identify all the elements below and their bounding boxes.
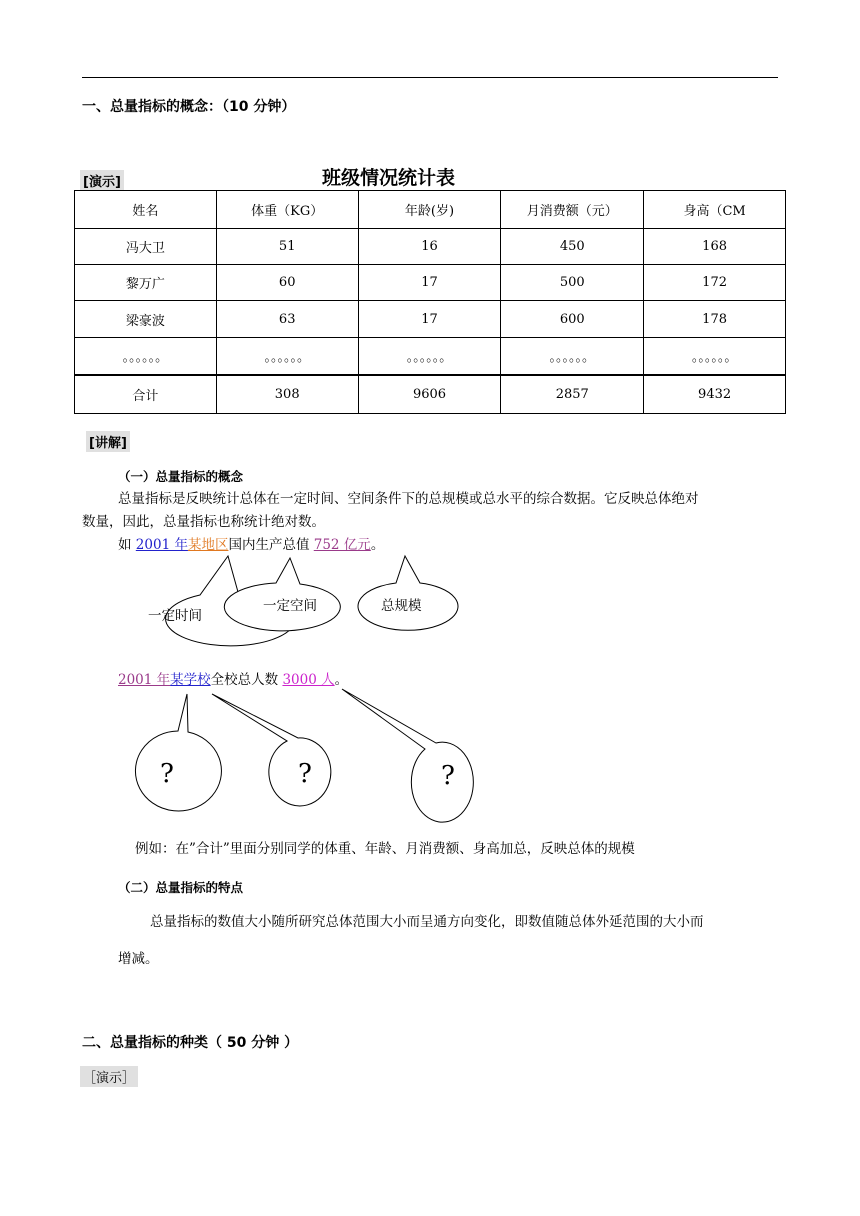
example2-middle: 全校总人数 bbox=[210, 672, 283, 688]
table-cell: 172 bbox=[644, 265, 786, 301]
table-cell: 500 bbox=[501, 265, 644, 301]
definition-line-2: 数量，因此，总量指标也称统计绝对数。 bbox=[82, 514, 325, 530]
table-cell: 168 bbox=[644, 229, 786, 265]
table-total-cell: 9606 bbox=[358, 375, 501, 414]
bubble-question-2: ? bbox=[298, 759, 312, 789]
speech-bubble-q2 bbox=[212, 694, 331, 806]
table-cell: 17 bbox=[358, 265, 501, 301]
table-header-cell: 身高（CM bbox=[644, 191, 786, 229]
table-cell: 16 bbox=[358, 229, 501, 265]
table-cell: 600 bbox=[501, 301, 644, 338]
table-cell: 。。。。。。 bbox=[501, 338, 644, 375]
example-middle: 国内生产总值 bbox=[228, 537, 314, 553]
demo-tag: [演示] bbox=[80, 170, 124, 191]
example-suffix: 。 bbox=[370, 537, 385, 553]
section1-heading: 一、总量指标的概念：（10 分钟） bbox=[82, 99, 296, 115]
table-cell: 450 bbox=[501, 229, 644, 265]
feature-line-2: 增减。 bbox=[118, 951, 159, 967]
definition-line-1: 总量指标是反映统计总体在一定时间、空间条件下的总规模或总水平的综合数据。它反映总体绝对 bbox=[118, 491, 699, 507]
example-prefix: 如 bbox=[118, 537, 136, 553]
table-cell: 51 bbox=[216, 229, 358, 265]
bubble-label-space: 一定空间 bbox=[263, 598, 317, 614]
example-value: 752 亿元 bbox=[313, 537, 371, 553]
subsection2-heading: （二）总量指标的特点 bbox=[118, 880, 244, 895]
bubble-label-time: 一定时间 bbox=[148, 608, 202, 624]
table-cell: 黎万广 bbox=[75, 265, 217, 301]
example-note: 例如：在”合计”里面分别同学的体重、年龄、月消费额、身高加总，反映总体的规模 bbox=[135, 841, 635, 857]
table-total-cell: 9432 bbox=[644, 375, 786, 414]
table-cell: 梁豪波 bbox=[75, 301, 217, 338]
speech-bubble-scale bbox=[358, 556, 458, 630]
bubble-label-scale: 总规模 bbox=[381, 598, 422, 614]
table-cell: 冯大卫 bbox=[75, 229, 217, 265]
table-cell: 。。。。。。 bbox=[75, 338, 217, 375]
table-header-cell: 体重（KG） bbox=[216, 191, 358, 229]
table-header-cell: 月消费额（元） bbox=[501, 191, 644, 229]
table-total-cell: 合计 bbox=[75, 375, 217, 414]
example2-place: 某学校 bbox=[170, 672, 211, 688]
table-header-cell: 姓名 bbox=[75, 191, 217, 229]
table-cell: 178 bbox=[644, 301, 786, 338]
table-header-cell: 年龄(岁) bbox=[358, 191, 501, 229]
demo-tag-2: ［演示］ bbox=[80, 1066, 138, 1087]
subsection1-heading: （一）总量指标的概念 bbox=[118, 469, 244, 484]
speech-bubble-q3 bbox=[342, 689, 473, 822]
speech-bubble-q1 bbox=[135, 694, 221, 811]
bubble-question-3: ? bbox=[441, 761, 455, 791]
table-cell: 17 bbox=[358, 301, 501, 338]
example2-year: 2001 年 bbox=[118, 672, 171, 688]
example-year: 2001 年 bbox=[135, 537, 188, 553]
example2-suffix: 。 bbox=[334, 672, 349, 688]
example-place: 某地区 bbox=[187, 537, 229, 553]
table-cell: 。。。。。。 bbox=[216, 338, 358, 375]
table-cell: 。。。。。。 bbox=[358, 338, 501, 375]
bubble-question-1: ? bbox=[160, 759, 174, 789]
table-cell: 。。。。。。 bbox=[644, 338, 786, 375]
table-cell: 60 bbox=[216, 265, 358, 301]
example-school bbox=[118, 669, 348, 691]
feature-line-1: 总量指标的数值大小随所研究总体范围大小而呈通方向变化，即数值随总体外延范围的大小而 bbox=[150, 914, 704, 930]
table-cell: 63 bbox=[216, 301, 358, 338]
example2-value: 3000 人 bbox=[282, 672, 335, 688]
table-total-cell: 2857 bbox=[501, 375, 644, 414]
table-total-cell: 308 bbox=[216, 375, 358, 414]
table-title: 班级情况统计表 bbox=[322, 167, 456, 189]
section2-heading: 二、总量指标的种类（ 50 分钟 ） bbox=[82, 1035, 299, 1051]
explain-tag: [讲解] bbox=[86, 431, 130, 452]
